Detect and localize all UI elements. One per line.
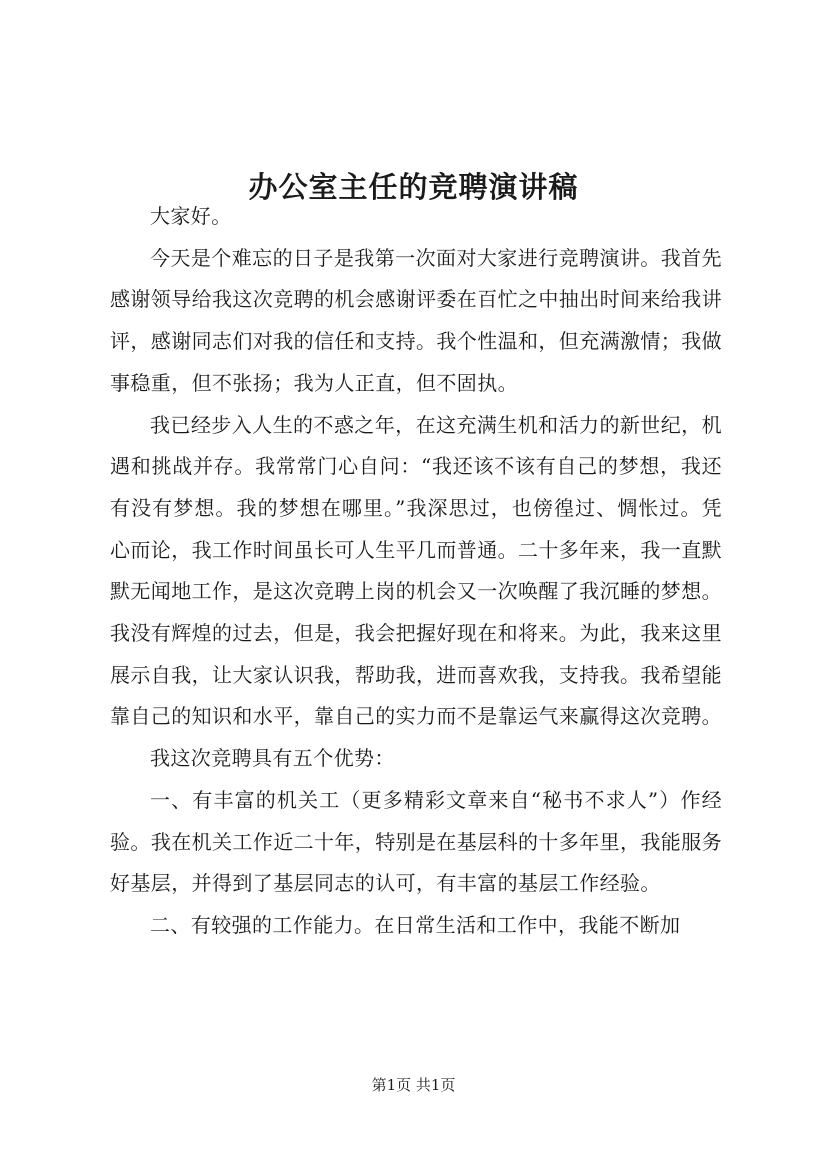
document-title: 办公室主任的竞聘演讲稿 (248, 170, 579, 205)
page-number-footer: 第1页 共1页 (371, 1076, 456, 1094)
document-body (110, 196, 722, 947)
paragraph-advantage-one: 一、有丰富的机关工（更多精彩文章来自“秘书不求人”）作经验。我在机关工作近二十年，特别是在基层科的十多年里，我能服务好基层，并得到了基层同志的认可，有丰富的基层工作经验。 (110, 787, 722, 896)
paragraph-reflection: 我已经步入人生的不惑之年，在这充满生机和活力的新世纪，机遇和挑战并存。我常常门心自问：“我还该不该有自己的梦想，我还有没有梦想。我的梦想在哪里。”我深思过，也傍徨过、惆怅过。凭心而论，我工作时间虽长可人生平几而普通。二十多年来，我一直默默无闻地工作，是这次竞聘上岗的机会又一次唤醒了我沉睡的梦想。我没有辉煌的过去，但是，我会把握好现在和将来。为此，我来这里展示自我，让大家认识我，帮助我，进而喜欢我，支持我。我希望能靠自己的知识和水平，靠自己的实力而不是靠运气来赢得这次竞聘。 (110, 412, 722, 729)
paragraph-greeting: 大家好。 (150, 204, 232, 228)
paragraph-advantage-two: 二、有较强的工作能力。在日常生活和工作中，我能不断加 (150, 912, 681, 937)
paragraph-advantages-intro: 我这次竞聘具有五个优势： (150, 746, 395, 771)
paragraph-introduction: 今天是个难忘的日子是我第一次面对大家进行竞聘演讲。我首先感谢领导给我这次竞聘的机会感谢评委在百忙之中抽出时间来给我讲评，感谢同志们对我的信任和支持。我个性温和，但充满激情；我做事稳重，但不张扬；我为人正直，但不固执。 (110, 245, 722, 395)
